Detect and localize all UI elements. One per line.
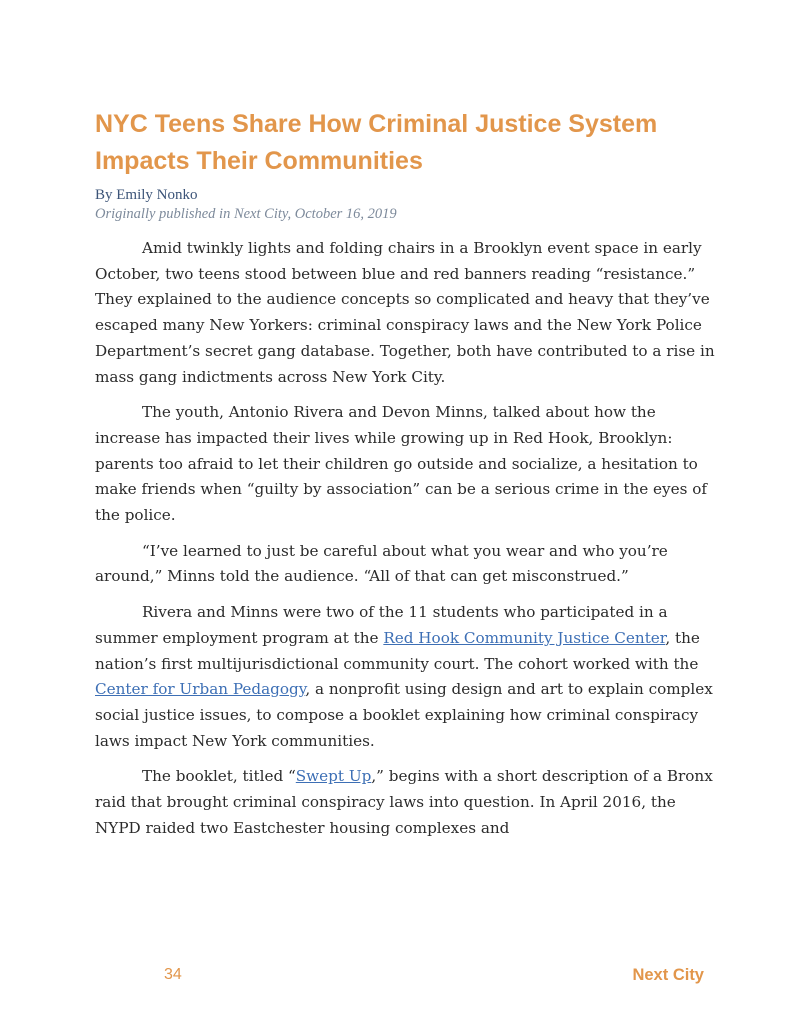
article-body (95, 236, 715, 851)
paragraph-5 (95, 764, 715, 841)
byline: By Emily Nonko (95, 187, 198, 203)
red-hook-justice-center-link[interactable]: Red Hook Community Justice Center (383, 628, 666, 647)
paragraph-1: Amid twinkly lights and folding chairs in a Brooklyn event space in early October, two teens stood between blue and red banners reading “resistance.” They explained to the audience concepts so complicated and heavy that they’ve escaped many New Yorkers: criminal conspiracy laws and the New York Police Department’s secret gang database. Together, both have contributed to a rise in mass gang indictments across New York City. (95, 239, 715, 386)
publication-info: Originally published in Next City, October 16, 2019 (95, 206, 397, 222)
article-title: NYC Teens Share How Criminal Justice System Impacts Their Communities (95, 110, 658, 175)
paragraph-4-text-a: Rivera and Minns were two of the 11 students who participated in a summer employment program at the (95, 603, 668, 647)
swept-up-link[interactable]: Swept Up (295, 767, 372, 786)
publication-name: Next City (632, 966, 704, 984)
paragraph-3: “I’ve learned to just be careful about what you wear and who you’re around,” Minns told the audience. “All of that can get misconstrued.” (95, 541, 668, 586)
paragraph-5-text-b: ,” begins with a short description of a Bronx raid that brought criminal conspiracy laws into question. In April 2016, the NYPD raided two Eastchester housing complexes and (95, 767, 713, 837)
paragraph-5-text-a: The booklet, titled “ (142, 767, 296, 786)
paragraph-4-text-b: , the nation’s first multijurisdictional community court. The cohort worked with the (95, 628, 700, 673)
paragraph-2: The youth, Antonio Rivera and Devon Minns, talked about how the increase has impacted their lives while growing up in Red Hook, Brooklyn: parents too afraid to let their children go outside and socialize, a hesitation to make friends when “guilty by association” can be a serious crime in the eyes of the police. (95, 403, 707, 525)
page-number: 34 (164, 966, 182, 983)
paragraph-4-text-c: , a nonprofit using design and art to explain complex social justice issues, to compose a booklet explaining how criminal conspiracy laws impact New York communities. (95, 680, 713, 750)
paragraph-4 (95, 600, 715, 754)
center-for-urban-pedagogy-link[interactable]: Center for Urban Pedagogy (95, 680, 306, 699)
